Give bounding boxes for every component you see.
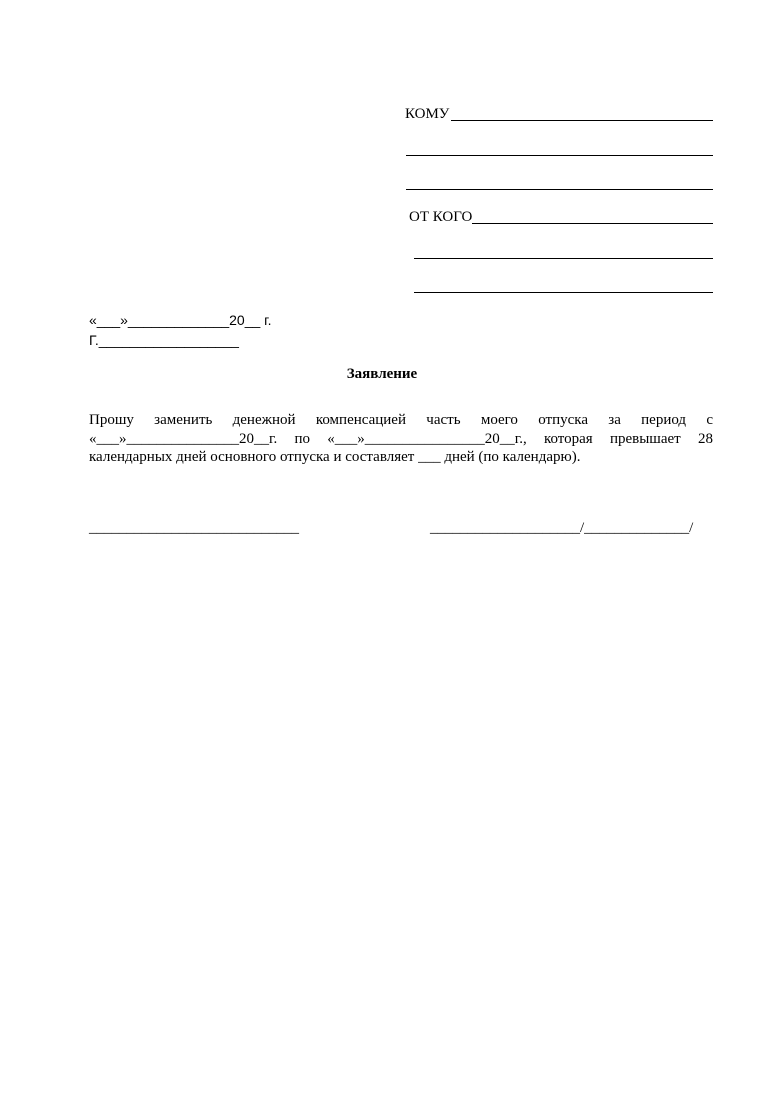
date-line: «___»_____________20__ г. bbox=[89, 312, 272, 328]
from-underline-2 bbox=[414, 258, 713, 259]
body-line-2: «___»_______________20__г. по «___»________________20__г., которая превышает 28 bbox=[89, 430, 713, 447]
from-underline-3 bbox=[414, 292, 713, 293]
from-underline-1 bbox=[472, 223, 713, 224]
to-underline-2 bbox=[406, 155, 713, 156]
body-line-1: Прошу заменить денежной компенсацией часть моего отпуска за период с bbox=[89, 412, 713, 428]
to-underline-1 bbox=[451, 120, 713, 121]
document-body bbox=[89, 411, 713, 467]
to-underline-3 bbox=[406, 189, 713, 190]
from-label: ОТ КОГО bbox=[409, 209, 473, 225]
to-label: КОМУ bbox=[405, 106, 450, 122]
signature-right-line: ____________________/______________/ bbox=[430, 520, 694, 536]
document-title: Заявление bbox=[346, 366, 418, 382]
signature-left-line: ____________________________ bbox=[89, 520, 299, 536]
body-line-3: календарных дней основного отпуска и составляет ___ дней (по календарю). bbox=[89, 449, 581, 465]
place-line: Г.__________________ bbox=[89, 332, 239, 348]
